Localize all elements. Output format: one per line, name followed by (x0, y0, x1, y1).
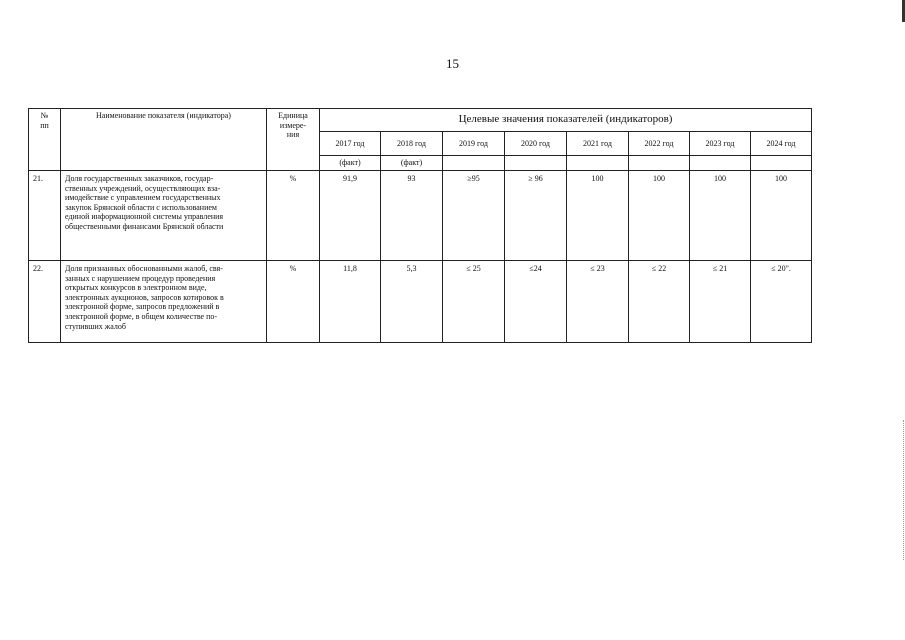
table-row (29, 171, 812, 261)
value-cell: ≤ 22 (629, 261, 690, 343)
value-cell: ≥95 (443, 171, 505, 261)
header-target-values: Целевые значения показателей (индикаторов) (320, 109, 812, 132)
header-blank (751, 156, 812, 171)
value-cell: 100 (629, 171, 690, 261)
page-number: 15 (446, 56, 459, 71)
header-name: Наименование показателя (индикатора) (61, 109, 267, 171)
header-unit: Единица измере- ния (267, 109, 320, 171)
indicators-table (28, 108, 812, 343)
scan-edge-dots (902, 420, 904, 560)
header-year: 2021 год (567, 132, 629, 156)
table-row (29, 261, 812, 343)
header-fact-label: (факт) (320, 156, 381, 171)
header-year: 2019 год (443, 132, 505, 156)
header-year: 2017 год (320, 132, 381, 156)
header-blank (567, 156, 629, 171)
value-cell: ≤24 (505, 261, 567, 343)
value-cell: 100 (690, 171, 751, 261)
value-cell: ≤ 21 (690, 261, 751, 343)
value-cell: ≥ 96 (505, 171, 567, 261)
indicator-name: Доля государственных заказчиков, государ- ственных учреждений, осуществляющих вза- имодействие с управлением государственных закупок Брянской области с использованием единой информационной системы управления общественными финансами Брянской области (61, 171, 267, 261)
indicator-unit: % (267, 261, 320, 343)
value-cell: 100 (567, 171, 629, 261)
header-number: № пп (29, 109, 61, 171)
header-year: 2024 год (751, 132, 812, 156)
header-fact-label: (факт) (381, 156, 443, 171)
header-year: 2018 год (381, 132, 443, 156)
value-cell: 91,9 (320, 171, 381, 261)
header-blank (629, 156, 690, 171)
header-year: 2020 год (505, 132, 567, 156)
header-year: 2022 год (629, 132, 690, 156)
header-blank (443, 156, 505, 171)
header-row-1 (29, 109, 812, 132)
value-cell: ≤ 20". (751, 261, 812, 343)
indicator-name: Доля признанных обоснованными жалоб, свя- занных с нарушением процедур проведения открытых конкурсов в электронном виде, электронных аукционов, запросов котировок в электронной форме, запросов предложений в электронной форме, в общем количестве по- ступивших жалоб (61, 261, 267, 343)
value-cell: 5,3 (381, 261, 443, 343)
header-blank (505, 156, 567, 171)
value-cell: 11,8 (320, 261, 381, 343)
value-cell: 93 (381, 171, 443, 261)
row-number: 21. (29, 171, 61, 261)
header-year: 2023 год (690, 132, 751, 156)
value-cell: ≤ 23 (567, 261, 629, 343)
indicator-unit: % (267, 171, 320, 261)
header-blank (690, 156, 751, 171)
value-cell: 100 (751, 171, 812, 261)
row-number: 22. (29, 261, 61, 343)
value-cell: ≤ 25 (443, 261, 505, 343)
